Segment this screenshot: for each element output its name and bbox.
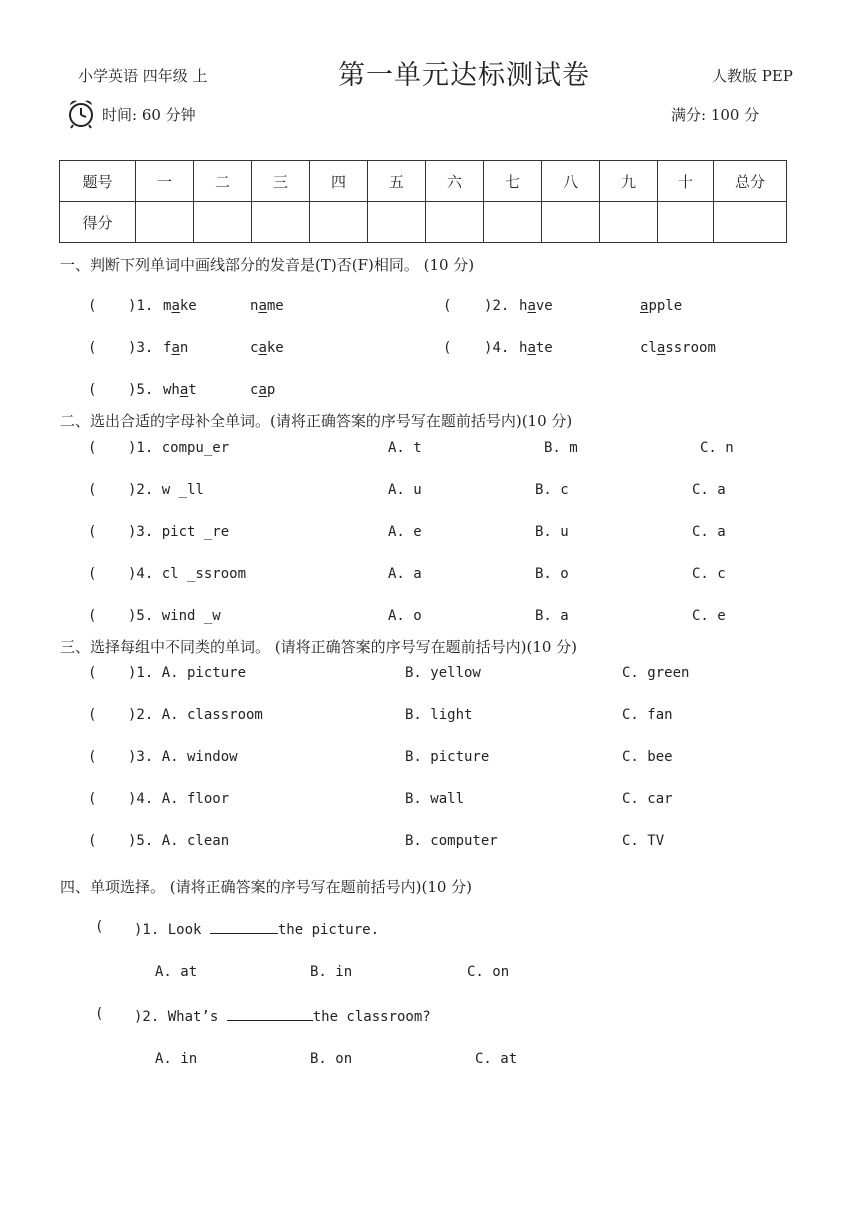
option-c: C. at	[475, 1051, 518, 1067]
full-score-label: 满分: 100 分	[671, 106, 760, 124]
answer-paren[interactable]: (	[88, 340, 97, 356]
option-a: A. at	[155, 964, 198, 980]
option-c: C. n	[700, 440, 734, 456]
answer-paren[interactable]: (	[88, 482, 97, 498]
question-item: )4. cl _ssroom	[128, 566, 247, 582]
table-cell: 二	[194, 161, 252, 202]
option-b: B. c	[535, 482, 569, 498]
word-1: what	[163, 382, 197, 398]
word-1: make	[163, 298, 197, 314]
section-1-title: 一、判断下列单词中画线部分的发音是(T)否(F)相同。 (10 分)	[60, 256, 475, 274]
option-a: A. a	[388, 566, 422, 582]
question-item: )4. A. floor	[128, 791, 230, 807]
score-table-header-row	[60, 161, 787, 202]
question-item: )5. wind _w	[128, 608, 221, 624]
question-item: )3. pict _re	[128, 524, 230, 540]
table-cell: 九	[600, 161, 658, 202]
answer-paren[interactable]: (	[88, 440, 97, 456]
table-cell: 七	[484, 161, 542, 202]
option-a: A. t	[388, 440, 422, 456]
table-cell: 四	[310, 161, 368, 202]
answer-paren[interactable]: (	[443, 298, 452, 314]
option-b: B. wall	[405, 791, 465, 807]
word-2: cake	[250, 340, 284, 356]
word-1: fan	[163, 340, 189, 356]
edition-label: 人教版 PEP	[712, 67, 793, 85]
option-b: B. light	[405, 707, 473, 723]
score-input-cell[interactable]	[136, 202, 194, 243]
section-4-title: 四、单项选择。 (请将正确答案的序号写在题前括号内)(10 分)	[60, 878, 473, 896]
option-c: C. a	[692, 482, 726, 498]
table-cell: 十	[658, 161, 714, 202]
alarm-clock-icon	[66, 97, 96, 133]
option-a: A. o	[388, 608, 422, 624]
question-item: )1. compu_er	[128, 440, 230, 456]
answer-paren[interactable]: (	[88, 791, 97, 807]
question-item: )5.	[128, 382, 154, 398]
table-cell: 一	[136, 161, 194, 202]
question-item: )3.	[128, 340, 154, 356]
word-1: hate	[519, 340, 553, 356]
option-b: B. o	[535, 566, 569, 582]
score-input-cell[interactable]	[542, 202, 600, 243]
option-a: A. in	[155, 1051, 198, 1067]
table-cell: 得分	[60, 202, 136, 243]
word-2: cap	[250, 382, 276, 398]
option-b: B. m	[544, 440, 578, 456]
table-cell: 三	[252, 161, 310, 202]
subject-label: 小学英语 四年级 上	[78, 67, 208, 85]
answer-paren[interactable]: (	[88, 833, 97, 849]
option-c: C. a	[692, 524, 726, 540]
option-b: B. a	[535, 608, 569, 624]
score-input-cell[interactable]	[310, 202, 368, 243]
table-cell: 五	[368, 161, 426, 202]
option-a: A. e	[388, 524, 422, 540]
score-input-cell[interactable]	[252, 202, 310, 243]
score-input-cell[interactable]	[368, 202, 426, 243]
score-input-cell[interactable]	[714, 202, 787, 243]
option-b: B. computer	[405, 833, 498, 849]
option-c: C. bee	[622, 749, 673, 765]
question-item: )1. A. picture	[128, 665, 247, 681]
answer-paren[interactable]: (	[88, 707, 97, 723]
table-cell: 六	[426, 161, 484, 202]
table-cell: 八	[542, 161, 600, 202]
score-input-cell[interactable]	[426, 202, 484, 243]
question-item: )1.	[128, 298, 154, 314]
option-c: C. fan	[622, 707, 673, 723]
time-label: 时间: 60 分钟	[102, 106, 196, 124]
section-3-title: 三、选择每组中不同类的单词。 (请将正确答案的序号写在题前括号内)(10 分)	[60, 638, 578, 656]
score-input-cell[interactable]	[600, 202, 658, 243]
answer-paren[interactable]: (	[88, 524, 97, 540]
option-b: B. on	[310, 1051, 353, 1067]
option-a: A. u	[388, 482, 422, 498]
table-cell: 总分	[714, 161, 787, 202]
option-c: C. green	[622, 665, 690, 681]
word-2: apple	[640, 298, 683, 314]
word-1: have	[519, 298, 553, 314]
option-b: B. yellow	[405, 665, 481, 681]
answer-paren[interactable]: (	[95, 919, 104, 935]
option-c: C. TV	[622, 833, 665, 849]
answer-paren[interactable]: (	[88, 382, 97, 398]
answer-paren[interactable]: (	[88, 566, 97, 582]
fill-blank[interactable]	[210, 919, 278, 934]
word-2: classroom	[640, 340, 716, 356]
answer-paren[interactable]: (	[88, 665, 97, 681]
score-table-score-row	[60, 202, 787, 243]
score-input-cell[interactable]	[484, 202, 542, 243]
option-b: B. u	[535, 524, 569, 540]
answer-paren[interactable]: (	[88, 608, 97, 624]
word-2: name	[250, 298, 284, 314]
option-c: C. on	[467, 964, 510, 980]
fill-blank[interactable]	[227, 1006, 313, 1021]
question-item: )5. A. clean	[128, 833, 230, 849]
question-item: )3. A. window	[128, 749, 238, 765]
question-item: )1. Look the picture.	[134, 919, 379, 938]
score-table	[59, 160, 787, 243]
question-item: )4.	[484, 340, 510, 356]
answer-paren[interactable]: (	[88, 298, 97, 314]
question-item: )2. What’s the classroom?	[134, 1006, 431, 1025]
question-item: )2.	[484, 298, 510, 314]
option-b: B. in	[310, 964, 353, 980]
option-b: B. picture	[405, 749, 490, 765]
answer-paren[interactable]: (	[443, 340, 452, 356]
page-title: 第一单元达标测试卷	[338, 60, 590, 91]
option-c: C. c	[692, 566, 726, 582]
answer-paren[interactable]: (	[88, 749, 97, 765]
option-c: C. car	[622, 791, 673, 807]
question-item: )2. w _ll	[128, 482, 204, 498]
answer-paren[interactable]: (	[95, 1006, 104, 1022]
question-item: )2. A. classroom	[128, 707, 263, 723]
score-input-cell[interactable]	[194, 202, 252, 243]
option-c: C. e	[692, 608, 726, 624]
score-input-cell[interactable]	[658, 202, 714, 243]
section-2-title: 二、选出合适的字母补全单词。(请将正确答案的序号写在题前括号内)(10 分)	[60, 412, 573, 430]
table-cell: 题号	[60, 161, 136, 202]
